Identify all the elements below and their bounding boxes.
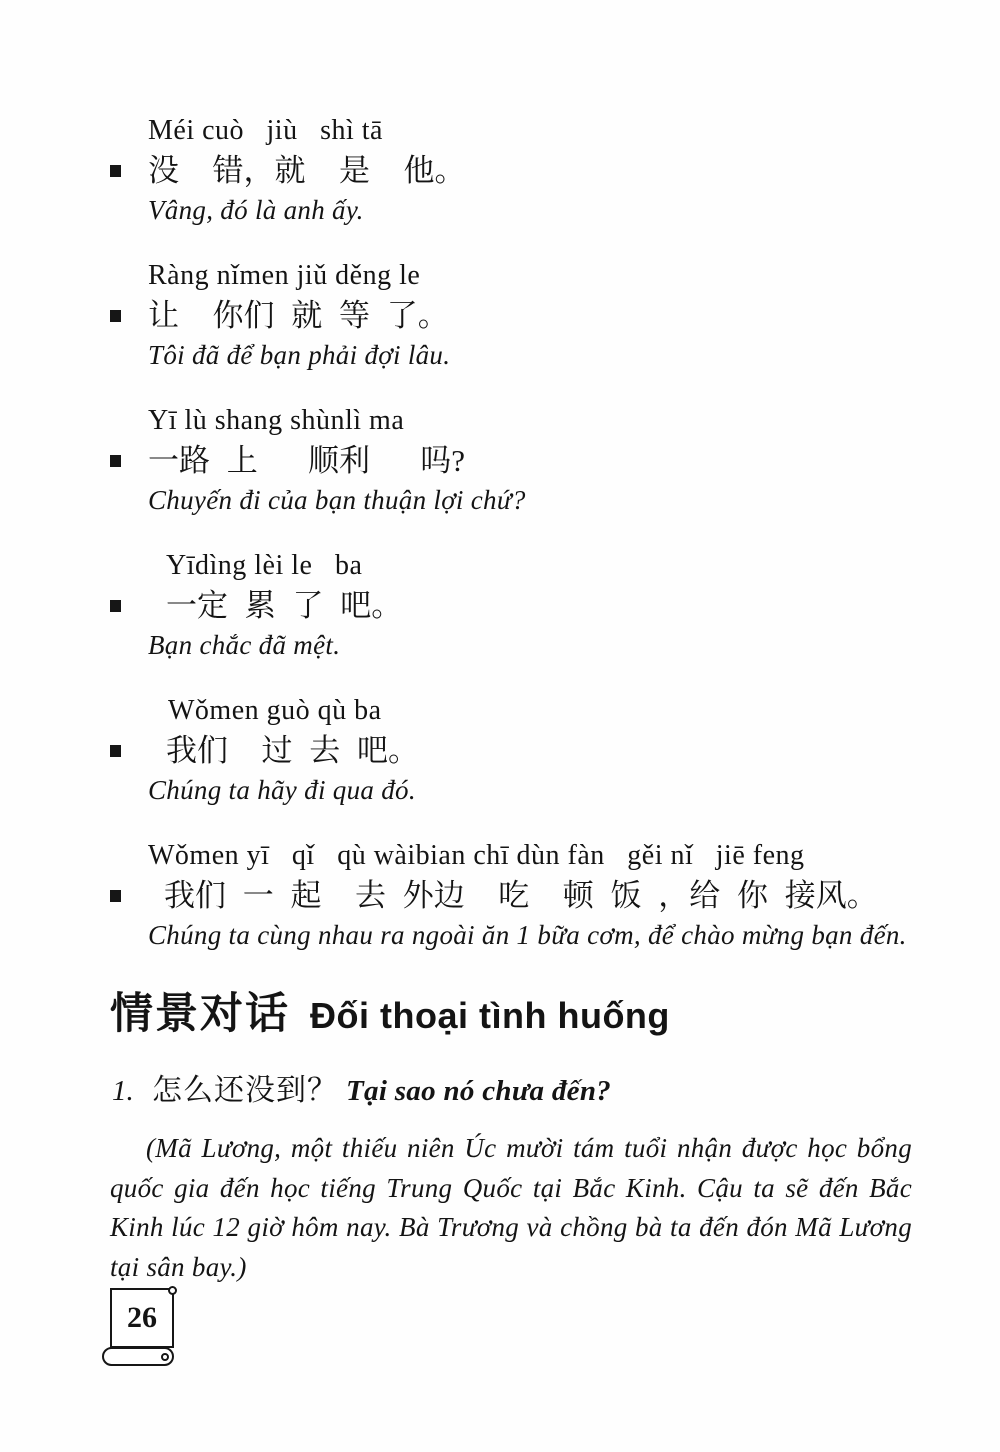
scroll-roll-end-icon: [161, 1353, 169, 1361]
dialogue-entry: [0, 402, 1000, 520]
bullet-square-icon: [110, 745, 121, 757]
pinyin-line: Yī lù shang shùnlì ma: [148, 405, 405, 436]
chinese-line: 我们 过 去 吧。: [166, 733, 419, 768]
pinyin-line: Wǒmen guò qù ba: [168, 695, 382, 726]
section-heading: [110, 991, 1000, 1039]
section-heading-vietnamese: Đối thoại tình huống: [310, 995, 670, 1036]
chinese-line: 没 错，就 是 他。: [148, 153, 466, 188]
chinese-line: 一定 累 了 吧。: [166, 588, 403, 623]
vietnamese-translation: Chuyến đi của bạn thuận lợi chứ?: [148, 485, 526, 515]
bullet-square-icon: [110, 310, 121, 322]
page-scroll-icon: [102, 1286, 178, 1366]
vietnamese-translation: Chúng ta cùng nhau ra ngoài ăn 1 bữa cơm, để chào mừng bạn đến.: [148, 920, 907, 950]
vietnamese-translation: Vâng, đó là anh ấy.: [148, 195, 364, 225]
pinyin-line: Méi cuò jiù shì tā: [148, 115, 383, 146]
dialogue-entry: [0, 257, 1000, 375]
pinyin-line: Ràng nǐmen jiǔ děng le: [148, 260, 421, 291]
scroll-body: [110, 1288, 174, 1348]
item-vietnamese-title: Tại sao nó chưa đến?: [346, 1075, 612, 1107]
dialogue-entry: [0, 547, 1000, 665]
dialogue-entry: [0, 112, 1000, 230]
bullet-square-icon: [110, 890, 121, 902]
bullet-square-icon: [110, 455, 121, 467]
scroll-roll: [102, 1347, 174, 1366]
pinyin-line: Wǒmen yī qǐ qù wàibian chī dùn fàn gěi nǐ jiē feng: [148, 840, 805, 871]
dialogue-entry: [0, 692, 1000, 810]
item-chinese-title: 怎么还没到？: [152, 1074, 338, 1107]
dialogue-entry: [0, 837, 1000, 955]
section-heading-chinese: 情景对话: [110, 991, 290, 1038]
bullet-square-icon: [110, 600, 121, 612]
dialogue-item-1: [112, 1065, 1000, 1109]
item-number: 1.: [112, 1075, 134, 1107]
chinese-line: 我们 一 起 去 外边 吃 顿 饭 ，给 你 接风。: [164, 878, 878, 913]
vietnamese-translation: Chúng ta hãy đi qua đó.: [148, 775, 416, 805]
scroll-curl-icon: [168, 1286, 177, 1295]
pinyin-line: Yīdìng lèi le ba: [166, 550, 363, 581]
bullet-square-icon: [110, 165, 121, 177]
vietnamese-translation: Tôi đã để bạn phải đợi lâu.: [148, 340, 451, 370]
chinese-line: 一路 上 顺利 吗?: [148, 443, 466, 478]
vietnamese-translation: Bạn chắc đã mệt.: [148, 630, 341, 660]
chinese-line: 让 你们 就 等 了。: [148, 298, 449, 333]
page-number: 26: [127, 1301, 157, 1334]
intro-paragraph: (Mã Lương, một thiếu niên Úc mười tám tuổi nhận được học bổng quốc gia đến học tiếng Trung Quốc tại Bắc Kinh. Cậu ta sẽ đến Bắc Kinh lúc 12 giờ hôm nay. Bà Trương và chồng bà ta đến đón Mã Lương tại sân bay.): [110, 1133, 912, 1282]
